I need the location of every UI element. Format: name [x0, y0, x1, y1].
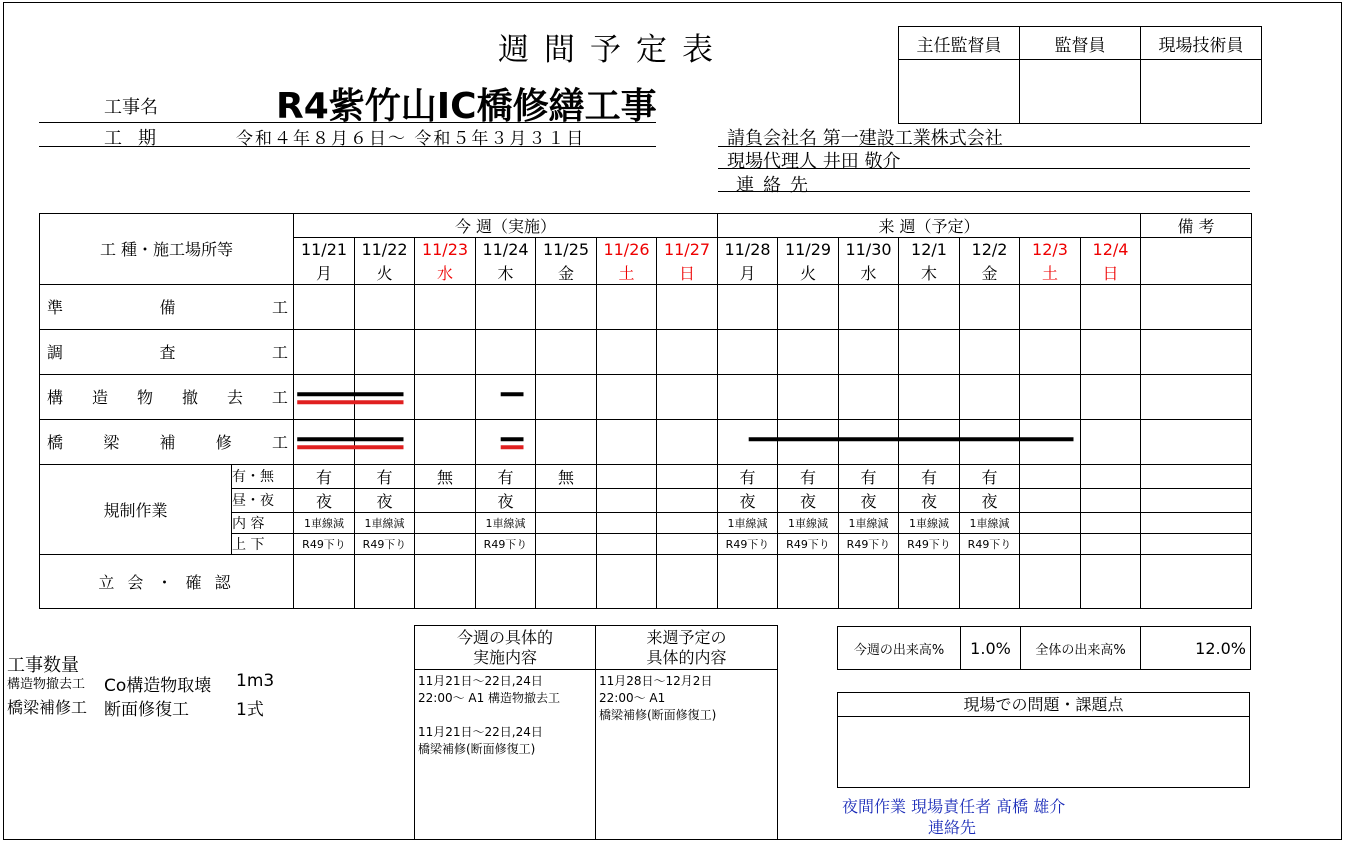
- schedule-cell[interactable]: [778, 419, 839, 464]
- work-type-char: 工: [271, 343, 288, 362]
- regulation-value: [1020, 464, 1081, 488]
- schedule-cell[interactable]: [839, 284, 899, 329]
- regulation-value: [1020, 533, 1081, 554]
- quantity-value: 1m3: [236, 671, 275, 691]
- regulation-value: 夜: [355, 488, 415, 512]
- divider: [718, 191, 1250, 192]
- schedule-cell[interactable]: [415, 419, 476, 464]
- schedule-cell[interactable]: [1081, 284, 1141, 329]
- regulation-value: 有: [718, 464, 778, 488]
- this-week-body: 11月21日～22日,24日 22:00～ A1 構造物撤去工 11月21日～22日,24日 橋梁補修(断面修復工): [415, 670, 596, 840]
- schedule-cell[interactable]: [536, 329, 597, 374]
- work-type-char: 工: [271, 298, 288, 317]
- regulation-value: 夜: [294, 488, 355, 512]
- regulation-value: 夜: [960, 488, 1020, 512]
- regulation-value: [657, 533, 718, 554]
- schedule-cell[interactable]: [960, 374, 1020, 419]
- work-type-label: [40, 419, 294, 464]
- schedule-cell[interactable]: [839, 419, 899, 464]
- work-type-char: 準: [47, 298, 64, 317]
- schedule-cell[interactable]: [960, 554, 1020, 608]
- corner-label: 工 種・施工場所等: [40, 214, 294, 285]
- schedule-cell[interactable]: [1081, 419, 1141, 464]
- regulation-value: [657, 464, 718, 488]
- kojimei-label: 工事名: [104, 97, 158, 118]
- regulation-value: 1車線減: [960, 512, 1020, 533]
- total-progress-label: 全体の出来高%: [1021, 627, 1141, 670]
- night-contact-label: 連絡先: [928, 818, 977, 837]
- work-type-char: 構: [47, 388, 64, 407]
- next-week-label: 来 週（予定）: [718, 214, 1141, 238]
- schedule-cell[interactable]: [294, 419, 355, 464]
- schedule-cell[interactable]: [415, 284, 476, 329]
- regulation-value: [597, 488, 657, 512]
- sign-table: [898, 26, 1262, 124]
- next-week-head: 来週予定の 具体的内容: [596, 626, 778, 670]
- progress-table: [837, 626, 1251, 670]
- regulation-value: [597, 464, 657, 488]
- schedule-cell[interactable]: [597, 329, 657, 374]
- regulation-value: 有: [960, 464, 1020, 488]
- schedule-cell[interactable]: [657, 284, 718, 329]
- regulation-value: 有: [778, 464, 839, 488]
- schedule-cell[interactable]: [355, 329, 415, 374]
- schedule-cell[interactable]: [476, 329, 536, 374]
- weekday-cell: 月: [718, 261, 778, 285]
- schedule-cell[interactable]: [1020, 284, 1081, 329]
- schedule-cell[interactable]: [1081, 554, 1141, 608]
- regulation-value: R49下り: [778, 533, 839, 554]
- schedule-cell[interactable]: [899, 284, 960, 329]
- regulation-value: 有: [899, 464, 960, 488]
- work-type-label: [40, 374, 294, 419]
- regulation-value: R49下り: [718, 533, 778, 554]
- schedule-cell[interactable]: [899, 554, 960, 608]
- schedule-cell[interactable]: [657, 554, 718, 608]
- remarks-cell: [1141, 554, 1252, 608]
- remarks-cell: [1141, 419, 1252, 464]
- schedule-cell[interactable]: [899, 329, 960, 374]
- schedule-cell[interactable]: [718, 329, 778, 374]
- schedule-cell[interactable]: [536, 419, 597, 464]
- work-type-char: 修: [215, 433, 232, 452]
- regulation-value: [415, 512, 476, 533]
- weekday-cell: 日: [657, 261, 718, 285]
- regulation-value: [536, 533, 597, 554]
- quantity-heading: 工事数量: [7, 655, 79, 676]
- regulation-value: R49下り: [476, 533, 536, 554]
- schedule-cell[interactable]: [597, 374, 657, 419]
- koki: 令和４年８月６日～ 令和５年３月３１日: [236, 129, 586, 149]
- weekday-cell: 金: [960, 261, 1020, 285]
- schedule-cell[interactable]: [778, 329, 839, 374]
- issues-label: 現場での問題・課題点: [838, 693, 1249, 717]
- remarks-cell: [1141, 284, 1252, 329]
- tachiai-label: 立 会 ・ 確 認: [40, 554, 294, 608]
- date-cell: 11/29: [778, 238, 839, 261]
- regulation-sub-label: 有・無: [232, 464, 294, 488]
- regulation-value: 有: [839, 464, 899, 488]
- regulation-value: 有: [355, 464, 415, 488]
- date-cell: 11/23: [415, 238, 476, 261]
- schedule-cell[interactable]: [899, 374, 960, 419]
- schedule-cell[interactable]: [718, 374, 778, 419]
- schedule-cell[interactable]: [536, 374, 597, 419]
- schedule-cell[interactable]: [294, 374, 355, 419]
- regulation-value: R49下り: [899, 533, 960, 554]
- sign-header: 現場技術員: [1141, 27, 1262, 60]
- schedule-cell[interactable]: [718, 419, 778, 464]
- regulation-value: [1081, 512, 1141, 533]
- quantity-category: 構造物撤去工: [7, 677, 86, 692]
- remarks-cell: [1141, 512, 1252, 533]
- remarks-cell: [1141, 238, 1252, 261]
- weekday-cell: 金: [536, 261, 597, 285]
- regulation-value: 1車線減: [778, 512, 839, 533]
- work-type-char: 物: [136, 388, 153, 407]
- regulation-value: [1081, 464, 1141, 488]
- schedule-cell[interactable]: [1020, 419, 1081, 464]
- regulation-value: 1車線減: [718, 512, 778, 533]
- divider: [718, 168, 1250, 169]
- schedule-cell[interactable]: [536, 284, 597, 329]
- sign-header: 監督員: [1020, 27, 1141, 60]
- next-week-body: 11月28日～12月2日 22:00～ A1 橋梁補修(断面修復工): [596, 670, 778, 840]
- weekday-cell: 火: [355, 261, 415, 285]
- night-contact: 夜間作業 現場責任者 髙橋 雄介: [842, 797, 1066, 816]
- schedule-cell[interactable]: [899, 419, 960, 464]
- schedule-cell[interactable]: [657, 329, 718, 374]
- schedule-cell[interactable]: [476, 374, 536, 419]
- regulation-value: [1081, 488, 1141, 512]
- schedule-cell[interactable]: [1020, 374, 1081, 419]
- remarks-cell: [1141, 464, 1252, 488]
- schedule-cell[interactable]: [657, 374, 718, 419]
- schedule-cell[interactable]: [355, 419, 415, 464]
- date-cell: 11/27: [657, 238, 718, 261]
- date-cell: 12/2: [960, 238, 1020, 261]
- regulation-value: 無: [536, 464, 597, 488]
- work-type-label: [40, 329, 294, 374]
- week-progress-value: 1.0%: [961, 627, 1021, 670]
- work-type-char: 撤: [181, 388, 198, 407]
- regulation-value: [597, 512, 657, 533]
- regulation-value: 有: [476, 464, 536, 488]
- regulation-value: [415, 533, 476, 554]
- schedule-cell[interactable]: [476, 284, 536, 329]
- work-type-label: [40, 284, 294, 329]
- koki-label: 工期: [104, 128, 172, 149]
- quantity-value: 1式: [236, 700, 264, 720]
- page-title: 週間予定表: [498, 32, 728, 68]
- regulation-value: 1車線減: [899, 512, 960, 533]
- schedule-cell[interactable]: [657, 419, 718, 464]
- work-type-char: 去: [226, 388, 243, 407]
- schedule-cell[interactable]: [355, 374, 415, 419]
- date-cell: 11/21: [294, 238, 355, 261]
- quantity-category: 橋梁補修工: [7, 698, 88, 717]
- work-type-char: 備: [159, 298, 176, 317]
- regulation-value: R49下り: [839, 533, 899, 554]
- remarks-cell: [1141, 488, 1252, 512]
- this-week-head: 今週の具体的 実施内容: [415, 626, 596, 670]
- weekday-cell: 木: [899, 261, 960, 285]
- work-type-char: 補: [159, 433, 176, 452]
- quantity-name: 断面修復工: [104, 700, 189, 720]
- regulation-value: 夜: [899, 488, 960, 512]
- date-cell: 11/30: [839, 238, 899, 261]
- work-type-char: 梁: [103, 433, 120, 452]
- schedule-cell[interactable]: [839, 554, 899, 608]
- regulation-value: [415, 488, 476, 512]
- schedule-cell[interactable]: [476, 419, 536, 464]
- weekday-cell: 木: [476, 261, 536, 285]
- sign-box[interactable]: [1020, 60, 1141, 124]
- sign-box[interactable]: [899, 60, 1020, 124]
- weekday-cell: 水: [415, 261, 476, 285]
- work-type-char: 橋: [47, 433, 64, 452]
- schedule-cell[interactable]: [1020, 554, 1081, 608]
- regulation-value: 夜: [718, 488, 778, 512]
- date-cell: 11/24: [476, 238, 536, 261]
- date-cell: 11/26: [597, 238, 657, 261]
- regulation-value: 1車線減: [355, 512, 415, 533]
- schedule-cell[interactable]: [415, 374, 476, 419]
- regulation-value: [1020, 512, 1081, 533]
- schedule-cell[interactable]: [597, 284, 657, 329]
- regulation-value: 夜: [476, 488, 536, 512]
- quantity-name: Co構造物取壊: [104, 676, 212, 696]
- regulation-value: 1車線減: [294, 512, 355, 533]
- date-cell: 12/3: [1020, 238, 1081, 261]
- regulation-value: [1020, 488, 1081, 512]
- regulation-value: [1081, 533, 1141, 554]
- work-type-char: 工: [271, 388, 288, 407]
- schedule-cell[interactable]: [476, 554, 536, 608]
- schedule-cell[interactable]: [960, 329, 1020, 374]
- schedule-cell[interactable]: [1020, 329, 1081, 374]
- schedule-cell[interactable]: [718, 554, 778, 608]
- regulation-value: [536, 488, 597, 512]
- schedule-table: [39, 213, 1252, 609]
- regulation-value: 夜: [778, 488, 839, 512]
- regulation-value: R49下り: [960, 533, 1020, 554]
- remarks-label: 備 考: [1141, 214, 1252, 238]
- weekday-cell: 日: [1081, 261, 1141, 285]
- work-type-char: 造: [91, 388, 108, 407]
- schedule-cell[interactable]: [536, 554, 597, 608]
- total-progress-value: 12.0%: [1141, 627, 1251, 670]
- date-cell: 12/4: [1081, 238, 1141, 261]
- schedule-cell[interactable]: [718, 284, 778, 329]
- regulation-value: 1車線減: [839, 512, 899, 533]
- week-progress-label: 今週の出来高%: [838, 627, 961, 670]
- regulation-value: [657, 488, 718, 512]
- remarks-cell: [1141, 374, 1252, 419]
- regulation-value: 夜: [839, 488, 899, 512]
- schedule-cell[interactable]: [960, 419, 1020, 464]
- ukeoi: 請負会社名 第一建設工業株式会社: [727, 128, 1003, 149]
- date-cell: 12/1: [899, 238, 960, 261]
- regulation-value: 有: [294, 464, 355, 488]
- regulation-sub-label: 昼・夜: [232, 488, 294, 512]
- date-cell: 11/22: [355, 238, 415, 261]
- schedule-cell[interactable]: [415, 554, 476, 608]
- sign-box[interactable]: [1141, 60, 1262, 124]
- schedule-cell[interactable]: [1081, 374, 1141, 419]
- schedule-cell[interactable]: [294, 554, 355, 608]
- schedule-cell[interactable]: [294, 329, 355, 374]
- schedule-cell[interactable]: [960, 284, 1020, 329]
- schedule-cell[interactable]: [1081, 329, 1141, 374]
- issues-box: [837, 692, 1250, 788]
- regulation-label: 規制作業: [40, 464, 232, 554]
- work-type-char: 調: [47, 343, 64, 362]
- schedule-cell[interactable]: [415, 329, 476, 374]
- regulation-value: [597, 533, 657, 554]
- remarks-cell: [1141, 533, 1252, 554]
- weekday-cell: 土: [597, 261, 657, 285]
- regulation-value: 1車線減: [476, 512, 536, 533]
- weekday-cell: 水: [839, 261, 899, 285]
- schedule-cell[interactable]: [294, 284, 355, 329]
- dairinin: 現場代理人 井田 敬介: [727, 151, 901, 172]
- work-type-char: 査: [159, 343, 176, 362]
- renraku-label: 連絡先: [736, 175, 817, 196]
- this-week-label: 今 週（実施）: [294, 214, 718, 238]
- sign-header: 主任監督員: [899, 27, 1020, 60]
- schedule-cell[interactable]: [839, 329, 899, 374]
- schedule-cell[interactable]: [839, 374, 899, 419]
- regulation-value: R49下り: [355, 533, 415, 554]
- schedule-cell[interactable]: [778, 554, 839, 608]
- kojimei: R4紫竹山IC橋修繕工事: [276, 86, 657, 127]
- weekday-cell: 土: [1020, 261, 1081, 285]
- regulation-value: [536, 512, 597, 533]
- date-cell: 11/28: [718, 238, 778, 261]
- date-cell: 11/25: [536, 238, 597, 261]
- weekday-cell: 火: [778, 261, 839, 285]
- remarks-cell: [1141, 329, 1252, 374]
- schedule-cell[interactable]: [597, 419, 657, 464]
- schedule-cell[interactable]: [778, 284, 839, 329]
- work-type-char: 工: [271, 433, 288, 452]
- schedule-cell[interactable]: [597, 554, 657, 608]
- regulation-sub-label: 内 容: [232, 512, 294, 533]
- regulation-value: R49下り: [294, 533, 355, 554]
- regulation-value: [657, 512, 718, 533]
- details-table: [414, 625, 778, 840]
- schedule-cell[interactable]: [778, 374, 839, 419]
- remarks-cell: [1141, 261, 1252, 285]
- regulation-sub-label: 上 下: [232, 533, 294, 554]
- divider: [39, 146, 656, 147]
- schedule-cell[interactable]: [355, 554, 415, 608]
- weekday-cell: 月: [294, 261, 355, 285]
- regulation-value: 無: [415, 464, 476, 488]
- divider: [39, 122, 656, 123]
- schedule-cell[interactable]: [355, 284, 415, 329]
